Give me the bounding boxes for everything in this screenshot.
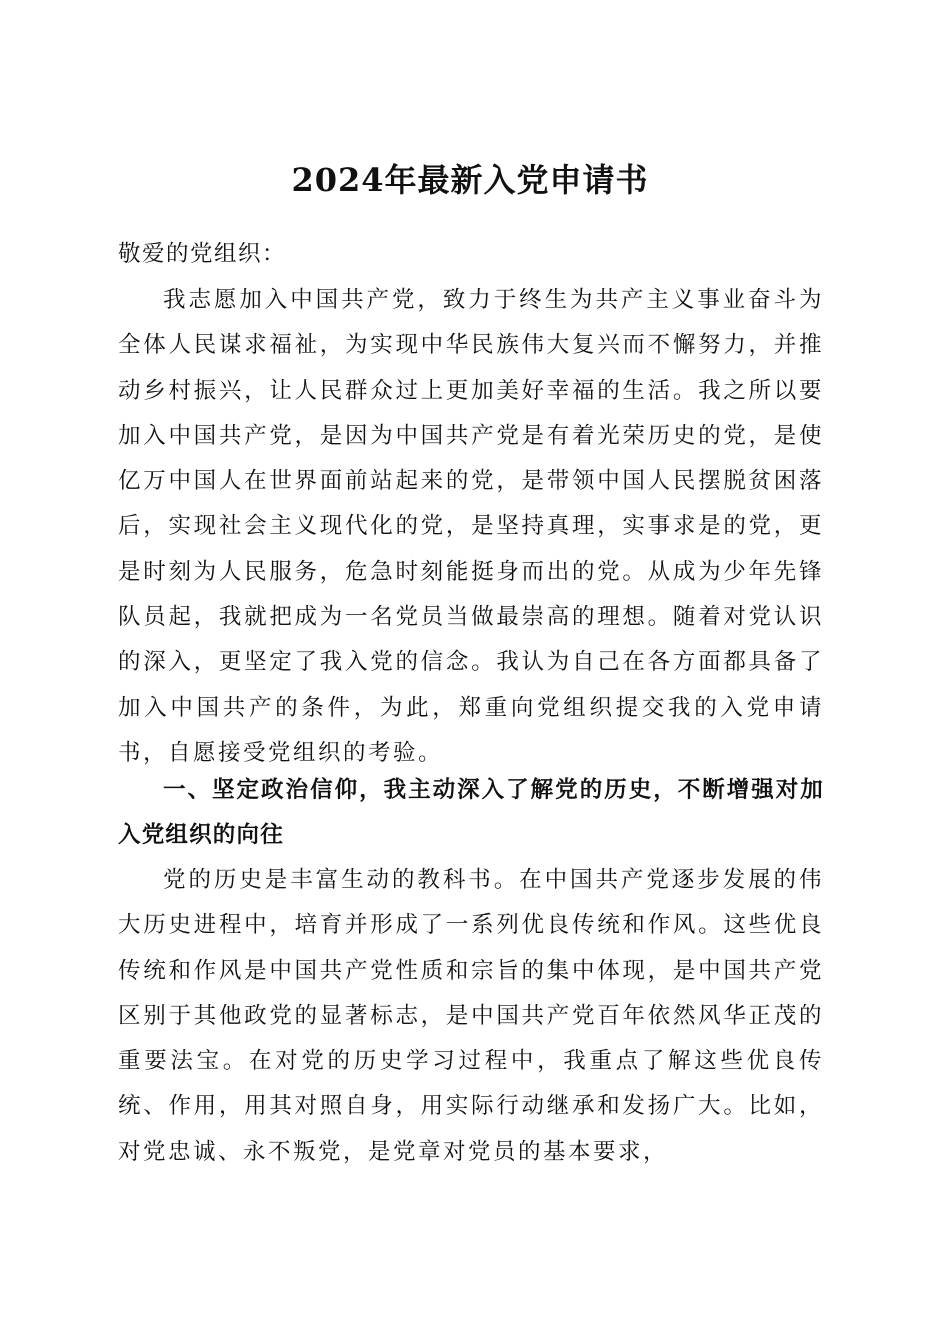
section-paragraph: 党的历史是丰富生动的教科书。在中国共产党逐步发展的伟大历史进程中，培育并形成了一系列优良传统和作风。这些优良传统和作风是中国共产党性质和宗旨的集中体现，是中国共产党区别于其他政党的显著标志，是中国共产党百年依然风华正茂的重要法宝。在对党的历史学习过程中，我重点了解这些优良传统、作用，用其对照自身，用实际行动继承和发扬广大。比如，对党忠诚、永不叛党，是党章对党员的基本要求，: [118, 867, 824, 1165]
section-heading: 一、坚定政治信仰，我主动深入了解党的历史，不断增强对加入党组织的向往: [118, 777, 824, 849]
salutation: 敬爱的党组织：: [118, 241, 287, 267]
document-title: 2024年最新入党申请书: [291, 161, 649, 200]
intro-paragraph: 我志愿加入中国共产党，致力于终生为共产主义事业奋斗为全体人民谋求福祉，为实现中华民族伟大复兴而不懈努力，并推动乡村振兴，让人民群众过上更加美好幸福的生活。我之所以要加入中国共产党，是因为中国共产党是有着光荣历史的党，是使亿万中国人在世界面前站起来的党，是带领中国人民摆脱贫困落后，实现社会主义现代化的党，是坚持真理，实事求是的党，更是时刻为人民服务，危急时刻能挺身而出的党。从成为少年先锋队员起，我就把成为一名党员当做最崇高的理想。随着对党认识的深入，更坚定了我入党的信念。我认为自己在各方面都具备了加入中国共产的条件，为此，郑重向党组织提交我的入党申请书，自愿接受党组织的考验。: [118, 287, 824, 766]
